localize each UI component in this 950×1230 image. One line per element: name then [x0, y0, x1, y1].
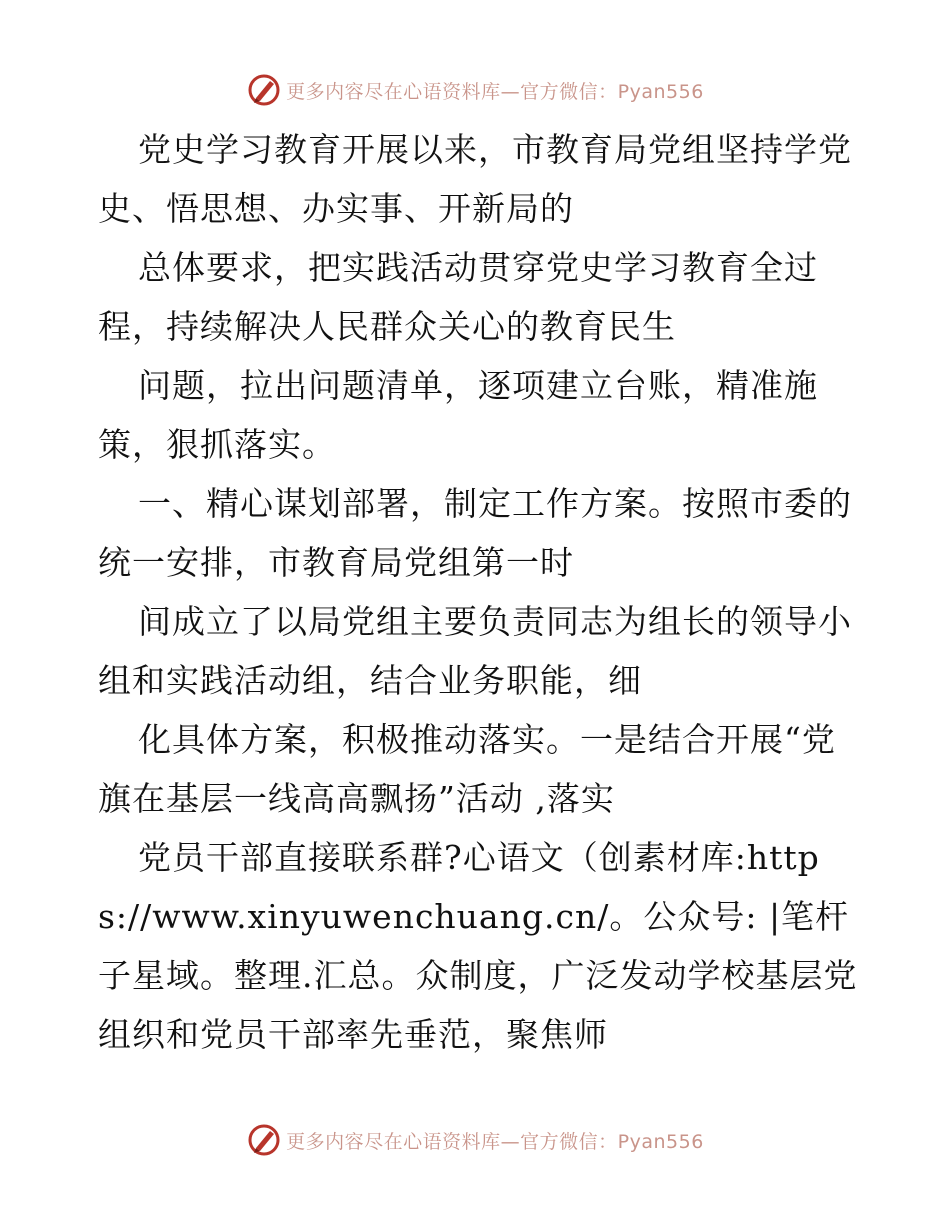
paragraph-4 — [98, 474, 858, 592]
line: 层党组织和党员干部率先垂范，聚焦师 — [98, 956, 858, 1054]
line: 间成立了以局党组主要负责同志为组长的领导小 — [138, 602, 852, 641]
paragraph-7 — [98, 828, 858, 1064]
paragraph-3 — [98, 356, 858, 474]
footer-banner — [0, 1120, 950, 1160]
pen-logo-icon — [246, 1122, 282, 1158]
line: 党史学习教育开展以来，市教育局党组坚持学党 — [138, 130, 852, 169]
header-banner-text: 更多内容尽在心语资料库—官方微信：Pyan556 — [286, 80, 704, 103]
paragraph-1 — [98, 120, 858, 238]
footer-banner-text: 更多内容尽在心语资料库—官方微信：Pyan556 — [286, 1130, 704, 1153]
line: 化具体方案，积极推动落实。一是结合开展“党 — [138, 720, 836, 759]
line: 问题，拉出问题清单，逐项建立台账，精准施 — [138, 366, 818, 405]
header-banner — [0, 70, 950, 110]
document-body — [98, 120, 858, 1064]
line: 组和实践活动组，结合业务职能，细 — [98, 661, 642, 700]
line: 旗在基层一线高高飘扬”活动 ,落实 — [98, 779, 615, 818]
paragraph-2 — [98, 238, 858, 356]
paragraph-5 — [98, 592, 858, 710]
paragraph-6 — [98, 710, 858, 828]
line: 程，持续解决人民群众关心的教育民生 — [98, 307, 676, 346]
line: 统一安排，市教育局党组第一时 — [98, 543, 574, 582]
line: 史、悟思想、办实事、开新局的 — [98, 189, 574, 228]
line: https://www.xinyuwenchuang.cn/。公众号: |笔 — [98, 838, 820, 936]
line: 策，狠抓落实。 — [98, 425, 336, 464]
line: 杆子星域。整理.汇总。众制度，广泛发动学校基 — [98, 897, 850, 995]
line: 一、精心谋划部署，制定工作方案。按照市委的 — [138, 484, 852, 523]
line: 总体要求，把实践活动贯穿党史学习教育全过 — [138, 248, 818, 287]
line: 党员干部直接联系群?心语文（创素材库: — [138, 838, 747, 877]
pen-logo-icon — [246, 72, 282, 108]
